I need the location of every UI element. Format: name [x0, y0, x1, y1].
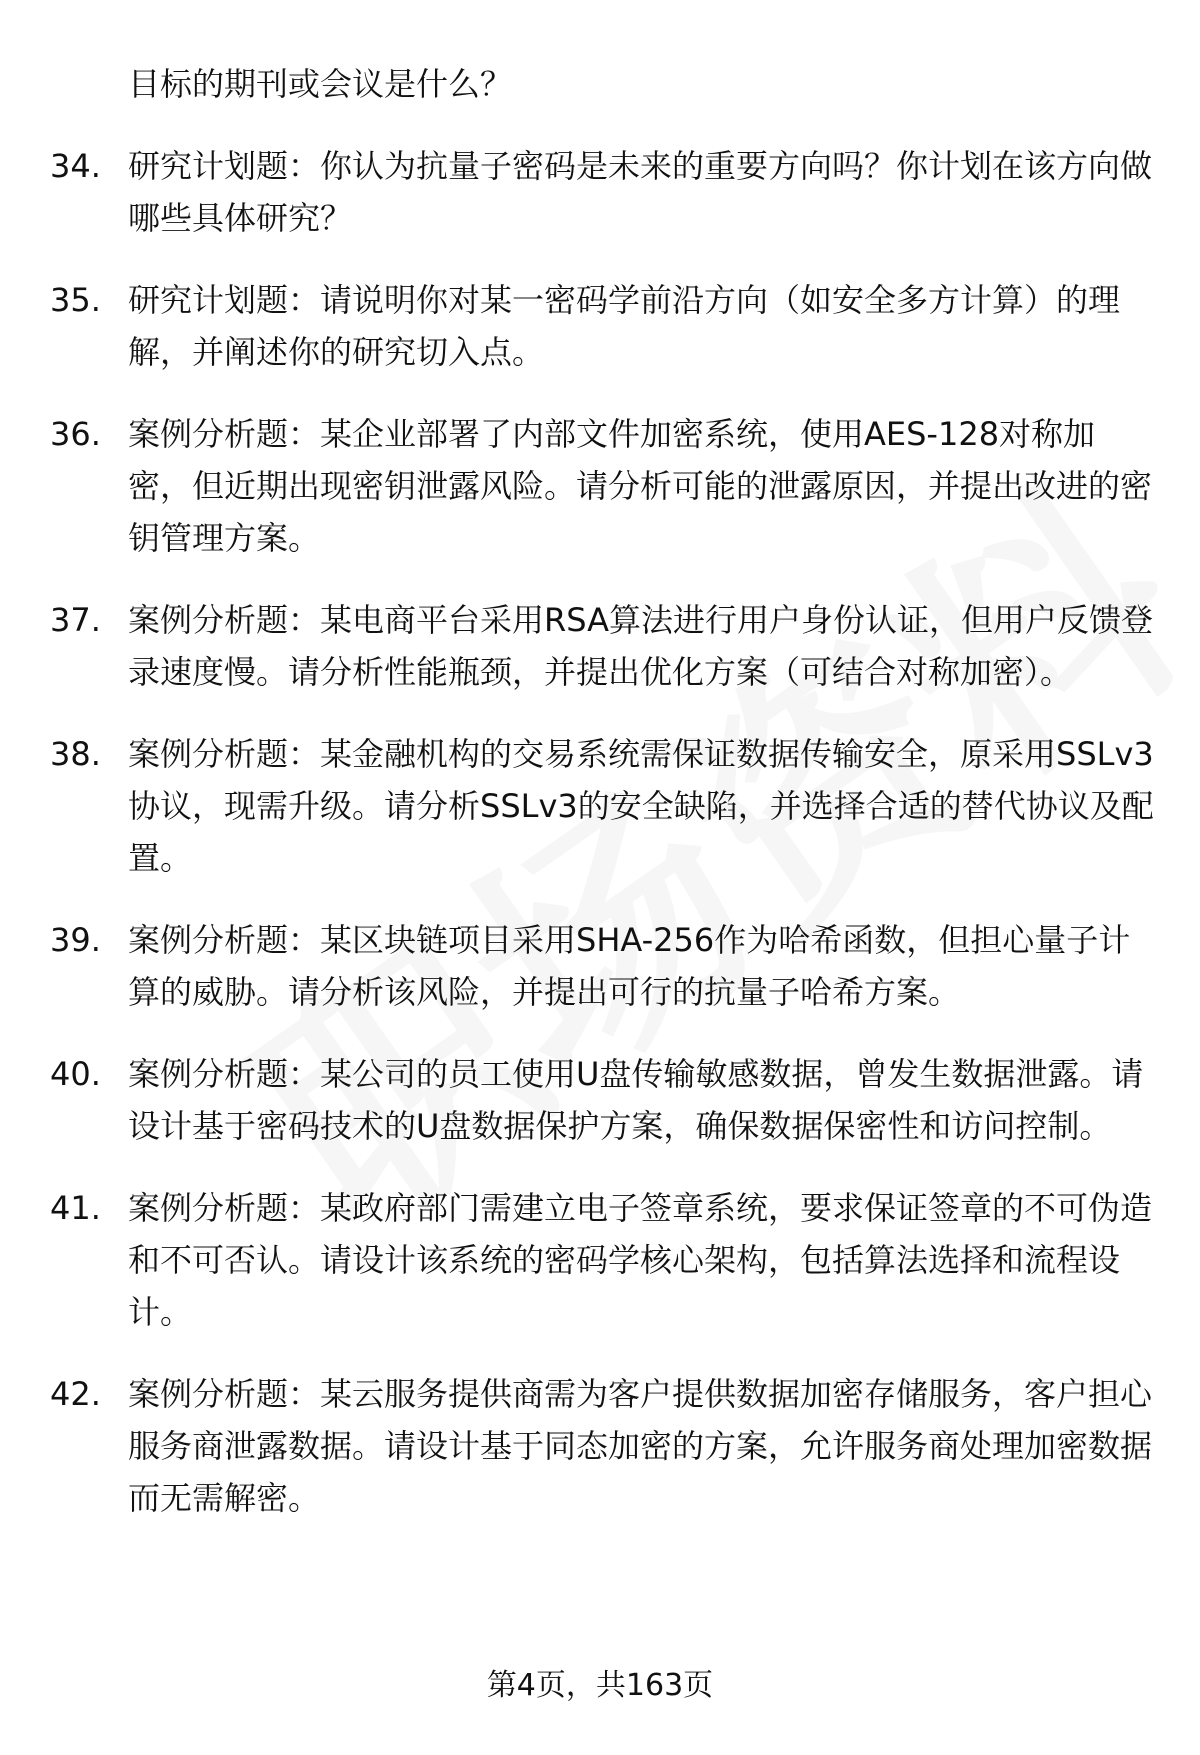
question-number: 38. — [50, 735, 101, 773]
question-text: 案例分析题：某政府部门需建立电子签章系统，要求保证签章的不可伪造和不可否认。请设计该系统的密码学核心架构，包括算法选择和流程设计。 — [128, 1189, 1153, 1331]
question-item — [50, 594, 1155, 698]
question-item — [50, 1048, 1155, 1152]
question-text: 案例分析题：某金融机构的交易系统需保证数据传输安全，原采用SSLv3协议，现需升级。请分析SSLv3的安全缺陷，并选择合适的替代协议及配置。 — [128, 735, 1154, 877]
question-item — [50, 1368, 1155, 1524]
question-text: 案例分析题：某公司的员工使用U盘传输敏感数据，曾发生数据泄露。请设计基于密码技术的U盘数据保护方案，确保数据保密性和访问控制。 — [128, 1055, 1144, 1145]
question-text: 案例分析题：某区块链项目采用SHA-256作为哈希函数，但担心量子计算的威胁。请分析该风险，并提出可行的抗量子哈希方案。 — [128, 921, 1131, 1011]
question-text: 案例分析题：某企业部署了内部文件加密系统，使用AES-128对称加密，但近期出现密钥泄露风险。请分析可能的泄露原因，并提出改进的密钥管理方案。 — [128, 415, 1153, 557]
continued-question-text: 目标的期刊或会议是什么？ — [128, 65, 513, 103]
question-item — [50, 1182, 1155, 1338]
question-item — [50, 914, 1155, 1018]
question-number: 36. — [50, 415, 101, 453]
question-text: 案例分析题：某电商平台采用RSA算法进行用户身份认证，但用户反馈登录速度慢。请分析性能瓶颈，并提出优化方案（可结合对称加密）。 — [128, 601, 1154, 691]
question-item — [50, 274, 1155, 378]
question-item — [50, 408, 1155, 564]
question-text: 研究计划题：请说明你对某一密码学前沿方向（如安全多方计算）的理解，并阐述你的研究切入点。 — [128, 281, 1121, 371]
question-number: 40. — [50, 1055, 101, 1093]
question-text: 案例分析题：某云服务提供商需为客户提供数据加密存储服务，客户担心服务商泄露数据。请设计基于同态加密的方案，允许服务商处理加密数据而无需解密。 — [128, 1375, 1153, 1517]
question-item — [50, 140, 1155, 244]
question-number: 35. — [50, 281, 101, 319]
question-number: 39. — [50, 921, 101, 959]
question-number: 41. — [50, 1189, 101, 1227]
question-number: 42. — [50, 1375, 101, 1413]
question-text: 研究计划题：你认为抗量子密码是未来的重要方向吗？你计划在该方向做哪些具体研究？ — [128, 147, 1153, 237]
question-item — [50, 728, 1155, 884]
question-list — [50, 140, 1155, 1524]
question-number: 37. — [50, 601, 101, 639]
question-number: 34. — [50, 147, 101, 185]
page-footer: 第4页，共163页 — [486, 1668, 714, 1703]
